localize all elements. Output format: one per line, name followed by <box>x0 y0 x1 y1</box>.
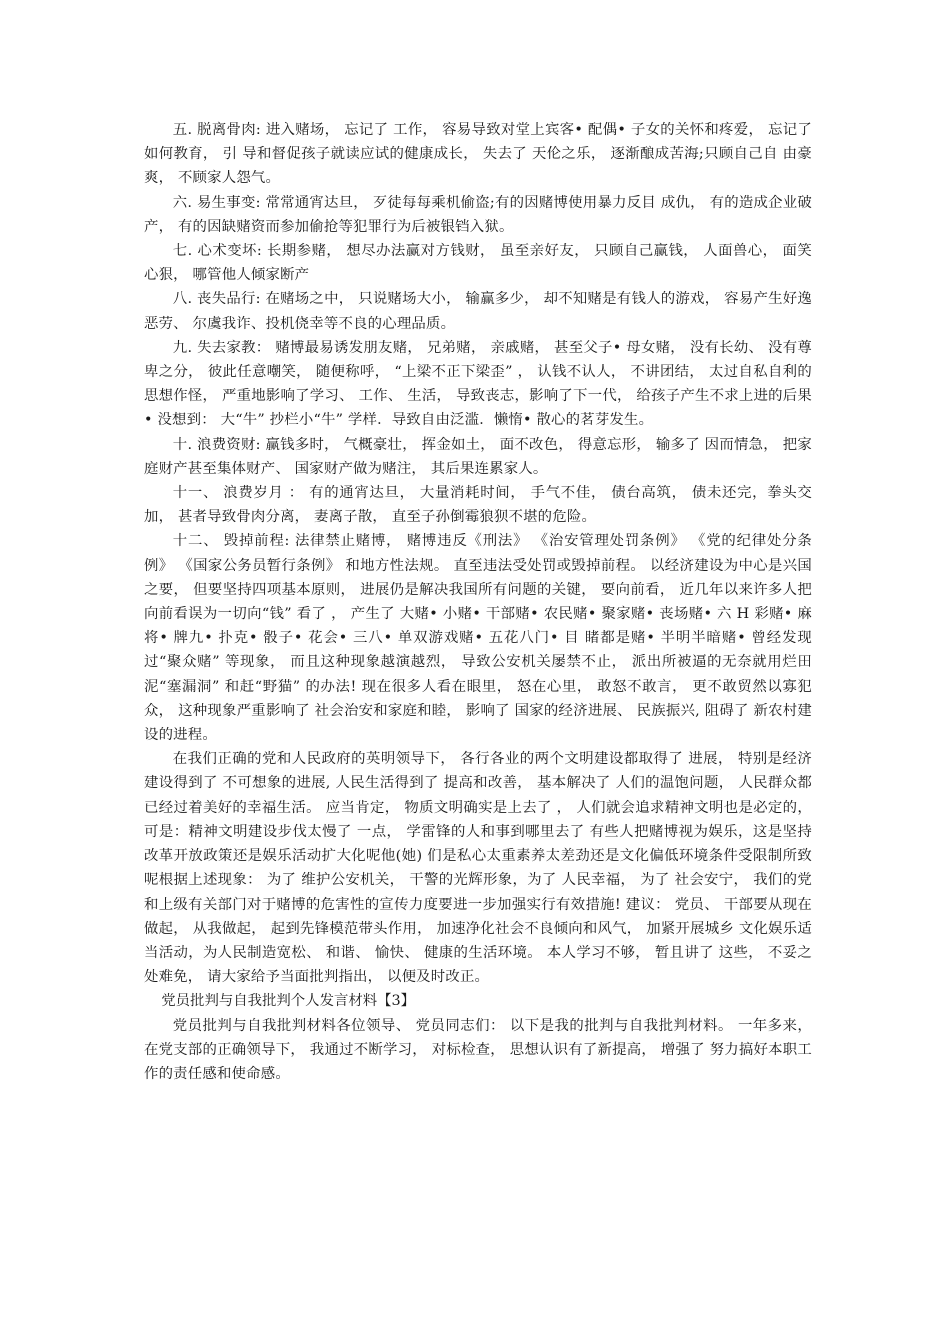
paragraph-11: 十一、 浪费岁月 ： 有的通宵达旦， 大量消耗时间， 手气不佳， 债台高筑， 债未还完，拳头交加， 甚者导致骨肉分离， 妻离子散， 直至子孙倒霉狼狈不堪的危险。 <box>144 485 812 526</box>
paragraph-10: 十. 浪费资财: 赢钱多时， 气概豪壮， 挥金如土， 面不改色， 得意忘形， 输多了 因而情急， 把家庭财产甚至集体财产、 国家财产做为赌注， 其后果连累家人。 <box>144 436 812 477</box>
paragraph-12: 十二、 毁掉前程: 法律禁止赌博， 赌博违反《刑法》 《治安管理处罚条例》 《党的纪律处分条例》 《国家公务员暂行条例》 和地方性法规。 直至违法受处罚或毁掉前程。 以经济建设为中心是兴国之要， 但要坚持四项基本原则， 进展仍是解决我国所有问题的关键， 要向前看， 近几年以来许多人把向前看误为一切向“钱” 看了 ， 产生了 大赌• 小赌• 干部赌• 农民赌• 聚家赌• 丧场赌• 六 H 彩赌• 麻将• 牌九• 扑克• 骰子• 花会• 三八• 单双游戏赌• 五花八门• 目 睹都是赌• 半明半暗赌• 曾经发现过“聚众赌” 等现象， 而且这种现象越演越烈， 导致公安机关屡禁不止， 派出所被逼的无奈就用烂田泥“塞漏洞” 和赶“野猫” 的办法! 现在很多人看在眼里， 怒在心里， 敢怒不敢言， 更不敢贸然以寡犯众， 这种现象严重影响了 社会治安和家庭和睦， 影响了 国家的经济进展、 民族振兴, 阻碍了 新农村建设的进程。 <box>144 533 812 744</box>
paragraph-closing: 党员批判与自我批判材料各位领导、 党员同志们： 以下是我的批判与自我批判材料。 一年多来， 在党支部的正确领导下， 我通过不断学习， 对标检查， 思想认识有了新提高， 增强了 努力搞好本职工作的责任感和使命感。 <box>144 1017 812 1082</box>
paragraph-8: 八. 丧失品行: 在赌场之中， 只说赌场大小， 输赢多少， 却不知赌是有钱人的游戏， 容易产生好逸恶劳、 尔虞我诈、投机侥幸等不良的心理品质。 <box>144 291 812 332</box>
section-title: 党员批判与自我批判个人发言材料【3】 <box>161 993 416 1010</box>
paragraph-conclusion: 在我们正确的党和人民政府的英明领导下， 各行各业的两个文明建设都取得了 进展， 特别是经济建设得到了 不可想象的进展, 人民生活得到了 提高和改善， 基本解决了 人们的温饱问题， 人民群众都已经过着美好的幸福生活。 应当肯定， 物质文明确实是上去了 ， 人们就会追求精神文明也是必定的， 可是：精神文明建设步伐太慢了 一点， 学雷锋的人和事到哪里去了 有些人把赌博视为娱乐，这是坚持改革开放政策还是娱乐活动扩大化呢他(她) 们是私心太重素养太差劲还是文化偏低环境条件受限制所致呢根据上述现象： 为了 维护公安机关， 干警的光辉形象，为了 人民幸福， 为了 社会安宁， 我们的党和上级有关部门对于赌博的危害性的宣传力度要进一步加强实行有效措施! 建议： 党员、 干部要从现在做起， 从我做起， 起到先锋模范带头作用， 加速净化社会不良倾向和风气， 加紧开展城乡 文化娱乐适当活动，为人民制造宽松、 和谐、 愉快、 健康的生活环境。 本人学习不够， 暂且讲了 这些， 不妥之处难免， 请大家给予当面批判指出， 以便及时改正。 <box>144 751 812 986</box>
paragraph-6: 六. 易生事变: 常常通宵达旦， 歹徒每每乘机偷盗;有的因赌博使用暴力反目 成仇， 有的造成企业破产， 有的因缺赌资而参加偷抢等犯罪行为后被银铛入狱。 <box>144 194 812 235</box>
document-body <box>144 118 812 1086</box>
paragraph-5: 五. 脱离骨肉: 进入赌场， 忘记了 工作， 容易导致对堂上宾客• 配偶• 子女的关怀和疼爱， 忘记了 如何教育， 引 导和督促孩子就读应试的健康成长， 失去了 天伦之乐， 逐渐酿成苦海;只顾自己自 由豪爽， 不顾家人怨气。 <box>144 122 812 187</box>
paragraph-9: 九. 失去家教： 赌博最易诱发朋友赌， 兄弟赌， 亲戚赌， 甚至父子• 母女赌， 没有长幼、 没有尊卑之分， 彼此任意嘲笑， 随便称呼， “上梁不正下梁歪” ， 认钱不认人， 不讲团结， 太过自私自利的思想作怪， 严重地影响了学习、 工作、 生活， 导致丧志，影响了下一代， 给孩子产生不求上进的后果• 没想到： 大“牛” 抄栏小“牛” 学样．导致自由泛滥．懒惰• 散心的茗芽发生。 <box>144 339 812 429</box>
paragraph-7: 七. 心术变坏: 长期参赌， 想尽办法赢对方钱财， 虽至亲好友， 只顾自己赢钱， 人面兽心， 面笑心狠， 哪管他人倾家断产 <box>144 243 812 284</box>
